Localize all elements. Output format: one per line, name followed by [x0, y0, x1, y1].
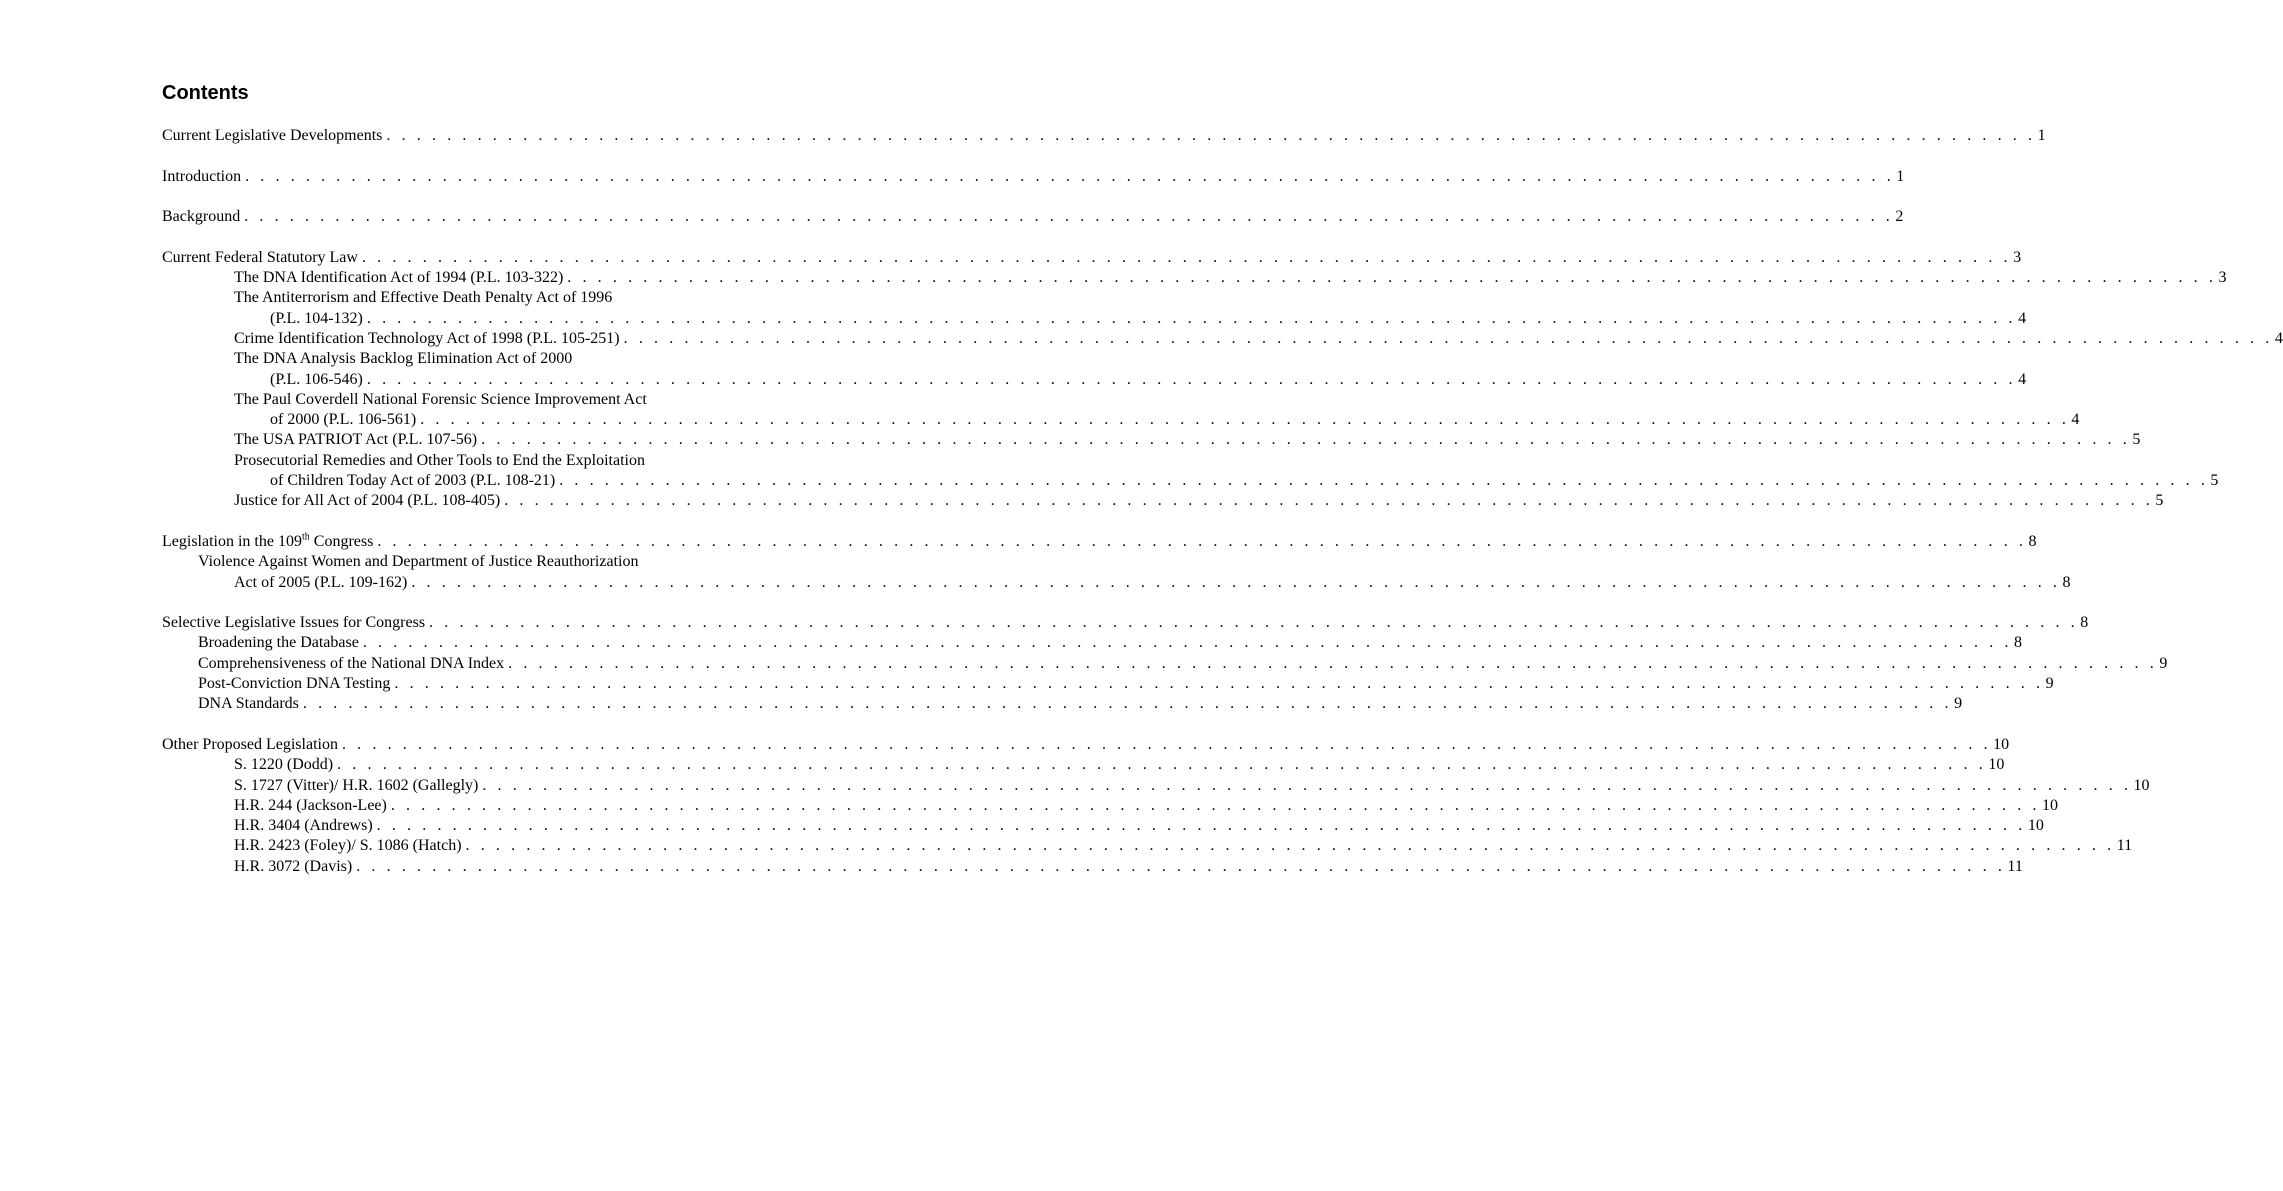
dot-leader: . . . . . . . . . . . . . . . . . . . . . . . . . . . . . . . . . . . . . . . . . . . . . . . . . . . . . . . . . . . . . . . . . . . . . . . . . . . . . . . . . . . . . . . . . . . . . . . . . . . . . . . . . . . . . — [394, 675, 2044, 693]
toc-entry-s-1220-dodd[interactable]: S. 1220 (Dodd) . . . . . . . . . . . . . . . . . . . . . . . . . . . . . . . . . . . . . . . . . . . . . . . . . . . . . . . . . . . . . . . . . . . . . . . . . . . . . . . . . . . . . . . . . . . . . . . . . . . . . . . . . . . . . 10 — [162, 755, 758, 775]
toc-entry-hr-3404-andrews[interactable]: H.R. 3404 (Andrews) . . . . . . . . . . . . . . . . . . . . . . . . . . . . . . . . . . . . . . . . . . . . . . . . . . . . . . . . . . . . . . . . . . . . . . . . . . . . . . . . . . . . . . . . . . . . . . . . . . . . . . . . . . . . . 10 — [162, 816, 758, 836]
toc-entry-hr-244-jackson-lee[interactable]: H.R. 244 (Jackson-Lee) . . . . . . . . . . . . . . . . . . . . . . . . . . . . . . . . . . . . . . . . . . . . . . . . . . . . . . . . . . . . . . . . . . . . . . . . . . . . . . . . . . . . . . . . . . . . . . . . . . . . . . . . . . . . . 10 — [162, 796, 758, 816]
dot-leader: . . . . . . . . . . . . . . . . . . . . . . . . . . . . . . . . . . . . . . . . . . . . . . . . . . . . . . . . . . . . . . . . . . . . . . . . . . . . . . . . . . . . . . . . . . . . . . . . . . . . . . . . . . . . . — [567, 269, 2217, 287]
toc-entry-other-proposed-legislation[interactable]: Other Proposed Legislation . . . . . . . . . . . . . . . . . . . . . . . . . . . . . . . . . . . . . . . . . . . . . . . . . . . . . . . . . . . . . . . . . . . . . . . . . . . . . . . . . . . . . . . . . . . . . . . . . . . . . . . . . . . . . 10 — [162, 735, 758, 755]
dot-leader: . . . . . . . . . . . . . . . . . . . . . . . . . . . . . . . . . . . . . . . . . . . . . . . . . . . . . . . . . . . . . . . . . . . . . . . . . . . . . . . . . . . . . . . . . . . . . . . . . . . . . . . . . . . . . — [356, 857, 2006, 875]
dot-leader: . . . . . . . . . . . . . . . . . . . . . . . . . . . . . . . . . . . . . . . . . . . . . . . . . . . . . . . . . . . . . . . . . . . . . . . . . . . . . . . . . . . . . . . . . . . . . . . . . . . . . . . . . . . . . — [244, 208, 1894, 226]
dot-leader: . . . . . . . . . . . . . . . . . . . . . . . . . . . . . . . . . . . . . . . . . . . . . . . . . . . . . . . . . . . . . . . . . . . . . . . . . . . . . . . . . . . . . . . . . . . . . . . . . . . . . . . . . . . . . — [341, 735, 1992, 753]
dot-leader: . . . . . . . . . . . . . . . . . . . . . . . . . . . . . . . . . . . . . . . . . . . . . . . . . . . . . . . . . . . . . . . . . . . . . . . . . . . . . . . . . . . . . . . . . . . . . . . . . . . . . . . . . . . . . — [559, 472, 2209, 490]
toc-entry-dna-analysis-backlog-elimination-act[interactable]: The DNA Analysis Backlog Elimination Act of 2000 (P.L. 106-546) . . . . . . . . . . . . . . . . . . . . . . . . . . . . . . . . . . . . . . . . . . . . . . . . . . . . . . . . . . . . . . . . . . . . . . . . . . . . . . . . . . . . . . . . . . . . . . . . . . . . . . . . . . . . . 4 — [162, 349, 758, 390]
toc-entry-dna-identification-act[interactable]: The DNA Identification Act of 1994 (P.L. 103-322) . . . . . . . . . . . . . . . . . . . . . . . . . . . . . . . . . . . . . . . . . . . . . . . . . . . . . . . . . . . . . . . . . . . . . . . . . . . . . . . . . . . . . . . . . . . . . . . . . . . . . . . . . . . . . 3 — [162, 268, 758, 288]
dot-leader: . . . . . . . . . . . . . . . . . . . . . . . . . . . . . . . . . . . . . . . . . . . . . . . . . . . . . . . . . . . . . . . . . . . . . . . . . . . . . . . . . . . . . . . . . . . . . . . . . . . . . . . . . . . . . — [362, 634, 2013, 652]
dot-leader: . . . . . . . . . . . . . . . . . . . . . . . . . . . . . . . . . . . . . . . . . . . . . . . . . . . . . . . . . . . . . . . . . . . . . . . . . . . . . . . . . . . . . . . . . . . . . . . . . . . . . . . . . . . . . — [337, 756, 1987, 774]
dot-leader: . . . . . . . . . . . . . . . . . . . . . . . . . . . . . . . . . . . . . . . . . . . . . . . . . . . . . . . . . . . . . . . . . . . . . . . . . . . . . . . . . . . . . . . . . . . . . . . . . . . . . . . . . . . . . — [376, 817, 2026, 835]
toc-entry-selective-legislative-issues[interactable]: Selective Legislative Issues for Congress . . . . . . . . . . . . . . . . . . . . . . . . . . . . . . . . . . . . . . . . . . . . . . . . . . . . . . . . . . . . . . . . . . . . . . . . . . . . . . . . . . . . . . . . . . . . . . . . . . . . . . . . . . . . . 8 — [162, 613, 758, 633]
dot-leader: . . . . . . . . . . . . . . . . . . . . . . . . . . . . . . . . . . . . . . . . . . . . . . . . . . . . . . . . . . . . . . . . . . . . . . . . . . . . . . . . . . . . . . . . . . . . . . . . . . . . . . . . . . . . . — [411, 573, 2061, 591]
dot-leader: . . . . . . . . . . . . . . . . . . . . . . . . . . . . . . . . . . . . . . . . . . . . . . . . . . . . . . . . . . . . . . . . . . . . . . . . . . . . . . . . . . . . . . . . . . . . . . . . . . . . . . . . . . . . . — [366, 370, 2017, 388]
toc-entry-hr-2423-foley-s-1086-hatch[interactable]: H.R. 2423 (Foley)/ S. 1086 (Hatch) . . . . . . . . . . . . . . . . . . . . . . . . . . . . . . . . . . . . . . . . . . . . . . . . . . . . . . . . . . . . . . . . . . . . . . . . . . . . . . . . . . . . . . . . . . . . . . . . . . . . . . . . . . . . . 11 — [162, 836, 758, 856]
toc-entry-broadening-the-database[interactable]: Broadening the Database . . . . . . . . . . . . . . . . . . . . . . . . . . . . . . . . . . . . . . . . . . . . . . . . . . . . . . . . . . . . . . . . . . . . . . . . . . . . . . . . . . . . . . . . . . . . . . . . . . . . . . . . . . . . . 8 — [162, 633, 758, 653]
dot-leader: . . . . . . . . . . . . . . . . . . . . . . . . . . . . . . . . . . . . . . . . . . . . . . . . . . . . . . . . . . . . . . . . . . . . . . . . . . . . . . . . . . . . . . . . . . . . . . . . . . . . . . . . . . . . . — [386, 127, 2036, 144]
dot-leader: . . . . . . . . . . . . . . . . . . . . . . . . . . . . . . . . . . . . . . . . . . . . . . . . . . . . . . . . . . . . . . . . . . . . . . . . . . . . . . . . . . . . . . . . . . . . . . . . . . . . . . . . . . . . . — [429, 614, 2079, 632]
toc-entry-comprehensiveness-national-dna-index[interactable]: Comprehensiveness of the National DNA Index . . . . . . . . . . . . . . . . . . . . . . . . . . . . . . . . . . . . . . . . . . . . . . . . . . . . . . . . . . . . . . . . . . . . . . . . . . . . . . . . . . . . . . . . . . . . . . . . . . . . . . . . . . . . . 9 — [162, 654, 758, 674]
toc-entry-prosecutorial-remedies-act[interactable]: Prosecutorial Remedies and Other Tools to End the Exploitation of Children Today Act of 2003 (P.L. 108-21) . . . . . . . . . . . . . . . . . . . . . . . . . . . . . . . . . . . . . . . . . . . . . . . . . . . . . . . . . . . . . . . . . . . . . . . . . . . . . . . . . . . . . . . . . . . . . . . . . . . . . . . . . . . . . 5 — [162, 451, 758, 492]
dot-leader: . . . . . . . . . . . . . . . . . . . . . . . . . . . . . . . . . . . . . . . . . . . . . . . . . . . . . . . . . . . . . . . . . . . . . . . . . . . . . . . . . . . . . . . . . . . . . . . . . . . . . . . . . . . . . — [361, 248, 2012, 266]
dot-leader: . . . . . . . . . . . . . . . . . . . . . . . . . . . . . . . . . . . . . . . . . . . . . . . . . . . . . . . . . . . . . . . . . . . . . . . . . . . . . . . . . . . . . . . . . . . . . . . . . . . . . . . . . . . . . — [504, 492, 2154, 510]
page-title: Contents — [162, 82, 249, 104]
toc-entry-justice-for-all-act[interactable]: Justice for All Act of 2004 (P.L. 108-405) . . . . . . . . . . . . . . . . . . . . . . . . . . . . . . . . . . . . . . . . . . . . . . . . . . . . . . . . . . . . . . . . . . . . . . . . . . . . . . . . . . . . . . . . . . . . . . . . . . . . . . . . . . . . . 5 — [162, 491, 758, 511]
dot-leader: . . . . . . . . . . . . . . . . . . . . . . . . . . . . . . . . . . . . . . . . . . . . . . . . . . . . . . . . . . . . . . . . . . . . . . . . . . . . . . . . . . . . . . . . . . . . . . . . . . . . . . . . . . . . . — [390, 796, 2041, 814]
toc-entry-violence-against-women-act[interactable]: Violence Against Women and Department of Justice Reauthorization Act of 2005 (P.L. 109-162) . . . . . . . . . . . . . . . . . . . . . . . . . . . . . . . . . . . . . . . . . . . . . . . . . . . . . . . . . . . . . . . . . . . . . . . . . . . . . . . . . . . . . . . . . . . . . . . . . . . . . . . . . . . . . 8 — [162, 552, 758, 593]
dot-leader: . . . . . . . . . . . . . . . . . . . . . . . . . . . . . . . . . . . . . . . . . . . . . . . . . . . . . . . . . . . . . . . . . . . . . . . . . . . . . . . . . . . . . . . . . . . . . . . . . . . . . . . . . . . . . — [302, 695, 1953, 713]
dot-leader: . . . . . . . . . . . . . . . . . . . . . . . . . . . . . . . . . . . . . . . . . . . . . . . . . . . . . . . . . . . . . . . . . . . . . . . . . . . . . . . . . . . . . . . . . . . . . . . . . . . . . . . . . . . . . — [465, 837, 2115, 855]
toc-entry-hr-3072-davis[interactable]: H.R. 3072 (Davis) . . . . . . . . . . . . . . . . . . . . . . . . . . . . . . . . . . . . . . . . . . . . . . . . . . . . . . . . . . . . . . . . . . . . . . . . . . . . . . . . . . . . . . . . . . . . . . . . . . . . . . . . . . . . . 11 — [162, 857, 758, 877]
dot-leader: . . . . . . . . . . . . . . . . . . . . . . . . . . . . . . . . . . . . . . . . . . . . . . . . . . . . . . . . . . . . . . . . . . . . . . . . . . . . . . . . . . . . . . . . . . . . . . . . . . . . . . . . . . . . . — [366, 309, 2017, 327]
toc-entry-s-1727-vitter-hr-1602-gallegly[interactable]: S. 1727 (Vitter)/ H.R. 1602 (Gallegly) . . . . . . . . . . . . . . . . . . . . . . . . . . . . . . . . . . . . . . . . . . . . . . . . . . . . . . . . . . . . . . . . . . . . . . . . . . . . . . . . . . . . . . . . . . . . . . . . . . . . . . . . . . . . . 10 — [162, 776, 758, 796]
toc-entry-legislation-109th-congress[interactable]: Legislation in the 109th Congress . . . . . . . . . . . . . . . . . . . . . . . . . . . . . . . . . . . . . . . . . . . . . . . . . . . . . . . . . . . . . . . . . . . . . . . . . . . . . . . . . . . . . . . . . . . . . . . . . . . . . . . . . . . . . 8 — [162, 532, 758, 552]
toc-entry-usa-patriot-act[interactable]: The USA PATRIOT Act (P.L. 107-56) . . . . . . . . . . . . . . . . . . . . . . . . . . . . . . . . . . . . . . . . . . . . . . . . . . . . . . . . . . . . . . . . . . . . . . . . . . . . . . . . . . . . . . . . . . . . . . . . . . . . . . . . . . . . . 5 — [162, 430, 758, 450]
toc-entry-current-legislative-developments[interactable]: Current Legislative Developments . . . . . . . . . . . . . . . . . . . . . . . . . . . . . . . . . . . . . . . . . . . . . . . . . . . . . . . . . . . . . . . . . . . . . . . . . . . . . . . . . . . . . . . . . . . . . . . . . . . . . . . . . . . . . 1 — [162, 126, 758, 146]
dot-leader: . . . . . . . . . . . . . . . . . . . . . . . . . . . . . . . . . . . . . . . . . . . . . . . . . . . . . . . . . . . . . . . . . . . . . . . . . . . . . . . . . . . . . . . . . . . . . . . . . . . . . . . . . . . . . — [420, 411, 2070, 429]
toc-entry-crime-identification-technology-act[interactable]: Crime Identification Technology Act of 1998 (P.L. 105-251) . . . . . . . . . . . . . . . . . . . . . . . . . . . . . . . . . . . . . . . . . . . . . . . . . . . . . . . . . . . . . . . . . . . . . . . . . . . . . . . . . . . . . . . . . . . . . . . . . . . . . . . . . . . . . 4 — [162, 329, 758, 349]
dot-leader: . . . . . . . . . . . . . . . . . . . . . . . . . . . . . . . . . . . . . . . . . . . . . . . . . . . . . . . . . . . . . . . . . . . . . . . . . . . . . . . . . . . . . . . . . . . . . . . . . . . . . . . . . . . . . — [482, 776, 2132, 794]
toc-entry-introduction[interactable]: Introduction . . . . . . . . . . . . . . . . . . . . . . . . . . . . . . . . . . . . . . . . . . . . . . . . . . . . . . . . . . . . . . . . . . . . . . . . . . . . . . . . . . . . . . . . . . . . . . . . . . . . . . . . . . . . . 1 — [162, 167, 758, 187]
toc-entry-background[interactable]: Background . . . . . . . . . . . . . . . . . . . . . . . . . . . . . . . . . . . . . . . . . . . . . . . . . . . . . . . . . . . . . . . . . . . . . . . . . . . . . . . . . . . . . . . . . . . . . . . . . . . . . . . . . . . . . 2 — [162, 207, 758, 227]
dot-leader: . . . . . . . . . . . . . . . . . . . . . . . . . . . . . . . . . . . . . . . . . . . . . . . . . . . . . . . . . . . . . . . . . . . . . . . . . . . . . . . . . . . . . . . . . . . . . . . . . . . . . . . . . . . . . — [245, 167, 1895, 185]
dot-leader: . . . . . . . . . . . . . . . . . . . . . . . . . . . . . . . . . . . . . . . . . . . . . . . . . . . . . . . . . . . . . . . . . . . . . . . . . . . . . . . . . . . . . . . . . . . . . . . . . . . . . . . . . . . . . — [377, 532, 2027, 550]
toc-entry-paul-coverdell-act[interactable]: The Paul Coverdell National Forensic Science Improvement Act of 2000 (P.L. 106-561) . . . . . . . . . . . . . . . . . . . . . . . . . . . . . . . . . . . . . . . . . . . . . . . . . . . . . . . . . . . . . . . . . . . . . . . . . . . . . . . . . . . . . . . . . . . . . . . . . . . . . . . . . . . . . 4 — [162, 390, 758, 431]
toc-entry-current-federal-statutory-law[interactable]: Current Federal Statutory Law . . . . . . . . . . . . . . . . . . . . . . . . . . . . . . . . . . . . . . . . . . . . . . . . . . . . . . . . . . . . . . . . . . . . . . . . . . . . . . . . . . . . . . . . . . . . . . . . . . . . . . . . . . . . . 3 — [162, 248, 758, 268]
toc-entry-post-conviction-dna-testing[interactable]: Post-Conviction DNA Testing . . . . . . . . . . . . . . . . . . . . . . . . . . . . . . . . . . . . . . . . . . . . . . . . . . . . . . . . . . . . . . . . . . . . . . . . . . . . . . . . . . . . . . . . . . . . . . . . . . . . . . . . . . . . . 9 — [162, 674, 758, 694]
dot-leader: . . . . . . . . . . . . . . . . . . . . . . . . . . . . . . . . . . . . . . . . . . . . . . . . . . . . . . . . . . . . . . . . . . . . . . . . . . . . . . . . . . . . . . . . . . . . . . . . . . . . . . . . . . . . . — [508, 654, 2158, 672]
dot-leader: . . . . . . . . . . . . . . . . . . . . . . . . . . . . . . . . . . . . . . . . . . . . . . . . . . . . . . . . . . . . . . . . . . . . . . . . . . . . . . . . . . . . . . . . . . . . . . . . . . . . . . . . . . . . . — [623, 329, 2273, 347]
dot-leader: . . . . . . . . . . . . . . . . . . . . . . . . . . . . . . . . . . . . . . . . . . . . . . . . . . . . . . . . . . . . . . . . . . . . . . . . . . . . . . . . . . . . . . . . . . . . . . . . . . . . . . . . . . . . . — [481, 431, 2131, 449]
table-of-contents — [162, 126, 2283, 877]
toc-entry-dna-standards[interactable]: DNA Standards . . . . . . . . . . . . . . . . . . . . . . . . . . . . . . . . . . . . . . . . . . . . . . . . . . . . . . . . . . . . . . . . . . . . . . . . . . . . . . . . . . . . . . . . . . . . . . . . . . . . . . . . . . . . . 9 — [162, 694, 758, 714]
toc-entry-antiterrorism-act[interactable]: The Antiterrorism and Effective Death Penalty Act of 1996 (P.L. 104-132) . . . . . . . . . . . . . . . . . . . . . . . . . . . . . . . . . . . . . . . . . . . . . . . . . . . . . . . . . . . . . . . . . . . . . . . . . . . . . . . . . . . . . . . . . . . . . . . . . . . . . . . . . . . . . 4 — [162, 288, 758, 329]
